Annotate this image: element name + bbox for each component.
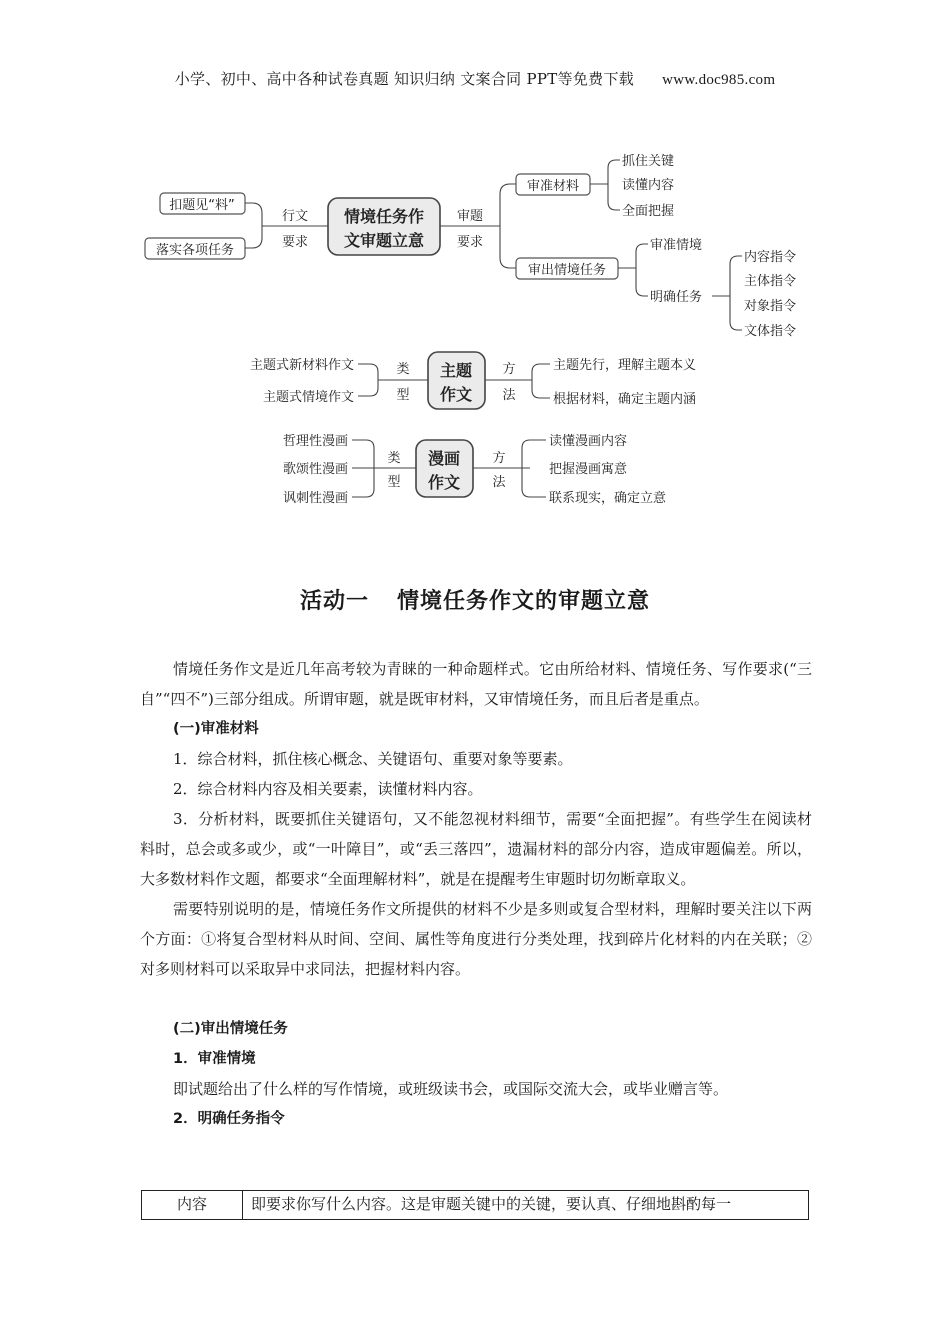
d3-center-line-1: 漫画 xyxy=(427,449,461,468)
d3-right-item-1: 读懂漫画内容 xyxy=(549,434,628,449)
header-url[interactable]: www.doc985.com xyxy=(662,72,776,88)
d3-center-line-2: 作文 xyxy=(427,473,461,492)
heading-2: (二)审出情境任务 xyxy=(173,1021,288,1037)
left-bracket xyxy=(245,203,262,248)
left-item-2: 落实各项任务 xyxy=(155,243,235,258)
sub-item-1: 内容指令 xyxy=(744,250,797,265)
table-key-cell: 内容 xyxy=(142,1191,243,1220)
d3-right-connector-2: 法 xyxy=(492,475,506,490)
d2-center-line-1: 主题 xyxy=(439,361,473,380)
task-bracket xyxy=(730,256,742,330)
branch1-item-3: 全面把握 xyxy=(622,204,675,219)
d2-right-connector-2: 法 xyxy=(502,388,516,403)
right-connector-1: 审题 xyxy=(456,209,484,224)
branch1-label: 审准材料 xyxy=(526,179,580,194)
section-title-part1: 活动一 xyxy=(299,589,369,614)
subheading-1: 1．审准情境 xyxy=(173,1051,256,1067)
branch2-bracket xyxy=(636,244,648,296)
d2-right-bracket xyxy=(532,364,550,398)
page-header xyxy=(0,68,950,89)
subheading-1-text: 即试题给出了什么样的写作情境，或班级读书会，或国际交流大会，或毕业赠言等。 xyxy=(173,1080,729,1098)
heading-1: (一)审准材料 xyxy=(173,721,259,737)
branch2-item-1: 审准情境 xyxy=(650,238,703,253)
diagram-cartoon-essay xyxy=(283,433,666,506)
sub-item-4: 文体指令 xyxy=(744,324,797,339)
center-line-2: 文审题立意 xyxy=(343,231,425,250)
d2-right-item-1: 主题先行，理解主题本义 xyxy=(553,358,697,373)
d3-left-connector-2: 型 xyxy=(387,475,401,490)
d2-left-connector-2: 型 xyxy=(396,388,410,403)
branch2-item-2: 明确任务 xyxy=(650,290,703,305)
paragraph-3: 3．分析材料，既要抓住关键语句，又不能忽视材料细节，需要“全面把握”。有些学生在阅读材料时，总会或多或少，或“一叶障目”，或“丢三落四”，遗漏材料的部分内容，造成审题偏差。所以，大多数材料作文题，都要求“全面理解材料”，就是在提醒考生审题时切勿断章取义。 xyxy=(140,810,812,888)
concept-diagrams xyxy=(0,140,950,520)
branch1-item-2: 读懂内容 xyxy=(622,178,675,193)
left-item-1: 扣题见“料” xyxy=(169,198,235,213)
right-bracket xyxy=(500,184,516,268)
d2-left-bracket xyxy=(358,364,378,396)
paragraph-4: 需要特别说明的是，情境任务作文所提供的材料不少是多则或复合型材料，理解时要关注以下两个方面：①将复合型材料从时间、空间、属性等角度进行分类处理，找到碎片化材料的内在关联；②对多则材料可以采取异中求同法，把握材料内容。 xyxy=(140,900,812,978)
d2-left-item-2: 主题式情境作文 xyxy=(262,390,354,405)
subheading-2: 2．明确任务指令 xyxy=(173,1111,285,1127)
diagram-writing-task xyxy=(145,153,796,339)
header-text: 小学、初中、高中各种试卷真题 知识归纳 文案合同 PPT等免费下载 xyxy=(174,70,635,88)
branch2-label: 审出情境任务 xyxy=(527,263,607,278)
d2-right-connector-1: 方 xyxy=(502,362,516,377)
diagram-theme-essay xyxy=(250,352,696,409)
sub-item-2: 主体指令 xyxy=(744,274,797,289)
d3-right-connector-1: 方 xyxy=(492,451,506,466)
d3-right-item-2: 把握漫画寓意 xyxy=(549,462,628,477)
d2-right-item-2: 根据材料，确定主题内涵 xyxy=(553,392,697,407)
branch1-item-1: 抓住关键 xyxy=(622,154,675,169)
section-title xyxy=(0,584,950,615)
table-value-cell: 即要求你写什么内容。这是审题关键中的关键，要认真、仔细地斟酌每一 xyxy=(243,1191,809,1220)
d2-left-connector-1: 类 xyxy=(396,362,410,377)
sub-item-3: 对象指令 xyxy=(744,299,797,314)
left-connector-1: 行文 xyxy=(281,209,309,224)
d2-left-item-1: 主题式新材料作文 xyxy=(249,358,354,373)
d3-left-item-1: 哲理性漫画 xyxy=(282,434,348,449)
task-table xyxy=(141,1190,809,1220)
center-line-1: 情境任务作 xyxy=(343,207,425,226)
section-title-part2: 情境任务作文的审题立意 xyxy=(397,589,651,614)
paragraph-1: 1．综合材料，抓住核心概念、关键语句、重要对象等要素。 xyxy=(173,750,573,768)
left-connector-2: 要求 xyxy=(281,235,309,250)
d3-left-item-3: 讽刺性漫画 xyxy=(282,491,348,506)
right-connector-2: 要求 xyxy=(456,235,484,250)
d3-left-item-2: 歌颂性漫画 xyxy=(282,462,348,477)
d3-left-connector-1: 类 xyxy=(387,451,401,466)
table-row xyxy=(142,1191,809,1220)
d2-center-line-2: 作文 xyxy=(439,385,473,404)
d3-right-item-3: 联系现实，确定立意 xyxy=(549,491,667,506)
intro-paragraph: 情境任务作文是近几年高考较为青睐的一种命题样式。它由所给材料、情境任务、写作要求(“三自”“四不”)三部分组成。所谓审题，就是既审材料，又审情境任务，而且后者是重点。 xyxy=(140,660,812,708)
branch1-bracket xyxy=(608,160,620,210)
paragraph-2: 2．综合材料内容及相关要素，读懂材料内容。 xyxy=(173,780,483,798)
document-body xyxy=(140,654,812,1134)
